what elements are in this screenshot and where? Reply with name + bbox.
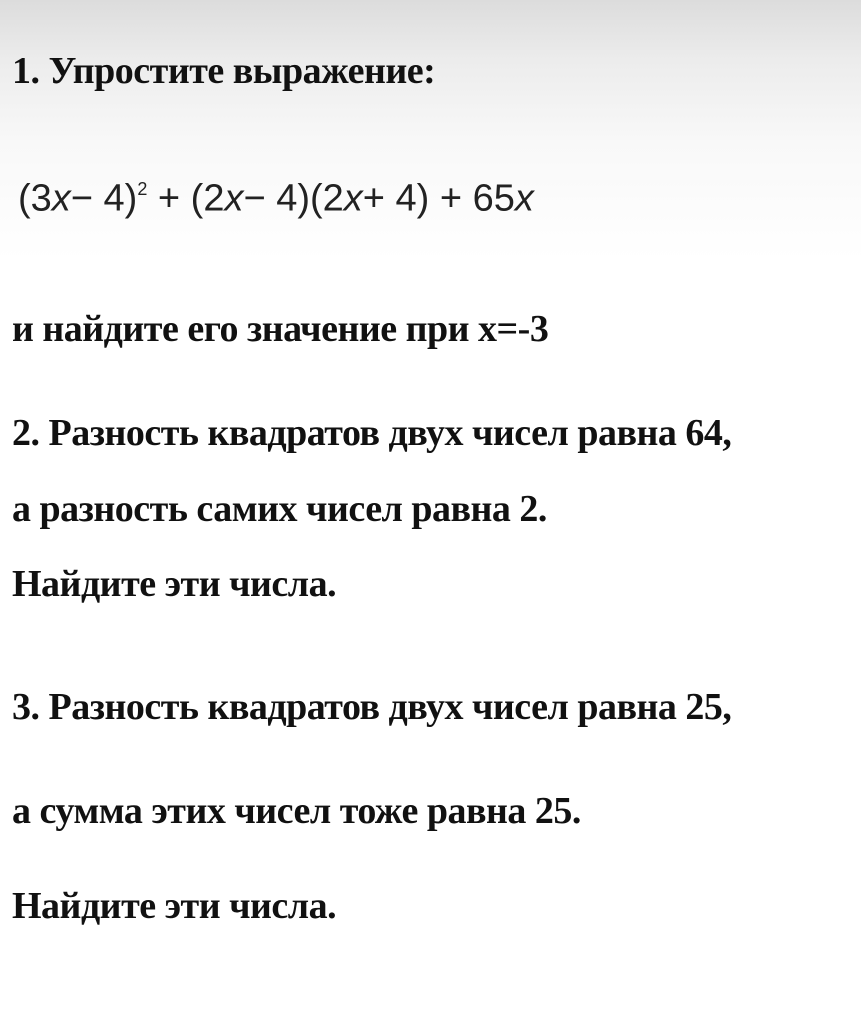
expr-part: + 4) + 65 xyxy=(362,177,515,220)
task2-line3: Найдите эти числа. xyxy=(12,563,337,605)
task3-line2: а сумма этих чисел тоже равна 25. xyxy=(12,790,581,832)
expr-variable: x xyxy=(514,177,534,220)
expr-variable: x xyxy=(343,177,363,220)
expr-variable: x xyxy=(51,177,71,220)
expr-exponent: 2 xyxy=(137,179,148,199)
task2-line1: 2. Разность квадратов двух чисел равна 64, xyxy=(12,412,732,454)
task3-line1: 3. Разность квадратов двух чисел равна 25, xyxy=(12,686,732,728)
expr-part: + (2 xyxy=(147,177,225,220)
expr-part: − 4)(2 xyxy=(243,177,344,220)
task2-line2: а разность самих чисел равна 2. xyxy=(12,488,547,530)
task3-line3: Найдите эти числа. xyxy=(12,885,337,927)
task1-heading: 1. Упростите выражение: xyxy=(12,50,436,92)
expr-variable: x xyxy=(224,177,244,220)
expr-part: (3 xyxy=(18,177,52,220)
expr-part: − 4) xyxy=(70,177,138,220)
task1-find-value: и найдите его значение при х=-3 xyxy=(12,308,549,350)
task1-expression xyxy=(18,166,534,224)
